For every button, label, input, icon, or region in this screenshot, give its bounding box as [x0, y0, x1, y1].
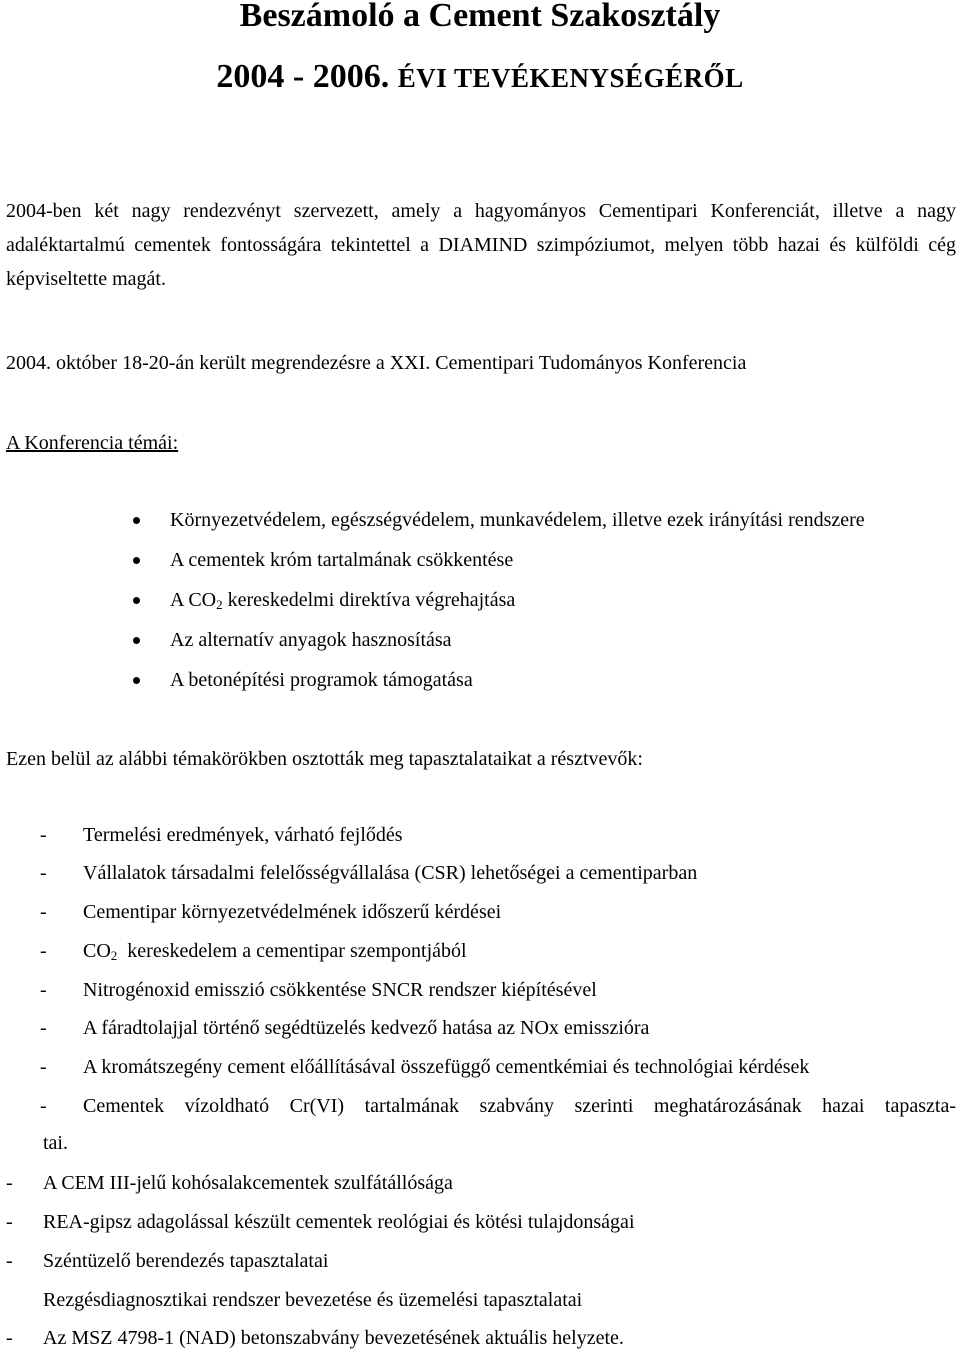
topic-text-post: kereskedelmi direktíva végrehajtása [222, 589, 516, 611]
bullet-icon [133, 637, 140, 644]
experience-text: Vállalatok társadalmi felelősségvállalása (CSR) lehetőségei a cementiparban [83, 862, 698, 884]
topic-item [170, 508, 865, 532]
experience-text: A fáradtolajjal történő segédtüzelés kedvező hatása az NOx emisszióra [83, 1017, 650, 1039]
topic-item [170, 588, 515, 612]
dash-marker: - [40, 1056, 47, 1078]
experience-text: Termelési eredmények, várható fejlődés [83, 824, 403, 846]
experience-text: Cementipar környezetvédelmének időszerű kérdései [83, 901, 502, 923]
dash-marker: - [40, 979, 47, 1001]
experience-text: A kromátszegény cement előállításával összefüggő cementkémiai és technológiai kérdések [83, 1056, 810, 1078]
experience-text-post: kereskedelem a cementipar szempontjából [117, 940, 467, 962]
dash-marker: - [6, 1250, 13, 1272]
experience-text: Az MSZ 4798-1 (NAD) betonszabvány bevezetésének aktuális helyzete. [43, 1327, 624, 1349]
bullet-icon [133, 557, 140, 564]
topic-item [170, 668, 473, 692]
topic-subscript: 2 [216, 597, 223, 612]
dash-marker: - [6, 1172, 13, 1194]
dash-marker: - [40, 1017, 47, 1039]
experience-continuation: tai. [43, 1132, 68, 1154]
topic-text: Környezetvédelem, egészségvédelem, munkavédelem, illetve ezek irányítási rendszere [170, 509, 865, 531]
experience-text: A CEM III-jelű kohósalakcementek szulfátállósága [43, 1172, 453, 1194]
title-activity: ÉVI TEVÉKENYSÉGÉRŐL [397, 63, 744, 93]
dash-marker: - [40, 901, 47, 923]
topics-heading: A Konferencia témái: [6, 432, 179, 454]
dash-marker: - [6, 1327, 13, 1349]
experience-text: Széntüzelő berendezés tapasztalatai [43, 1250, 329, 1272]
experience-text: Cementek vízoldható Cr(VI) tartalmának szabvány szerinti meghatározásának hazai tapaszta- [83, 1095, 956, 1117]
bullet-icon [133, 597, 140, 604]
conference-line: 2004. október 18-20-án került megrendezésre a XXI. Cementipari Tudományos Konferencia [6, 352, 747, 374]
experience-text: Nitrogénoxid emisszió csökkentése SNCR rendszer kiépítésével [83, 979, 597, 1001]
experience-text [83, 939, 467, 963]
bullet-icon [133, 517, 140, 524]
topic-text: A betonépítési programok támogatása [170, 669, 473, 691]
topic-text-pre: A CO [170, 589, 217, 611]
dash-marker: - [40, 862, 47, 884]
dash-marker: - [6, 1211, 13, 1233]
experience-text-pre: CO [83, 940, 111, 962]
topic-item [170, 548, 513, 572]
dash-marker: - [40, 824, 47, 846]
experience-subscript: 2 [110, 948, 118, 963]
topic-text: A cementek króm tartalmának csökkentése [170, 549, 514, 571]
dash-marker: - [40, 940, 47, 962]
title-line-1: Beszámoló a Cement Szakosztály [239, 0, 721, 34]
experience-text: REA-gipsz adagolással készült cementek reológiai és kötési tulajdonságai [43, 1211, 635, 1233]
topic-text: Az alternatív anyagok hasznosítása [170, 629, 452, 651]
experience-item: Rezgésdiagnosztikai rendszer bevezetése és üzemelési tapasztalatai [43, 1289, 583, 1311]
title-line-2 [0, 55, 960, 100]
bullet-icon [133, 677, 140, 684]
title-years: 2004 - 2006. [216, 58, 390, 95]
dash-marker: - [40, 1095, 47, 1117]
intro-paragraph: 2004-ben két nagy rendezvényt szervezett, amely a hagyományos Cementipari Konferenciát, illetve a nagy adaléktartalmú cementek fontosságára tekintettel a DIAMIND szimpóziumot, melyen több hazai és külföldi cég képviseltette magát. [6, 200, 956, 290]
topic-item [170, 628, 452, 652]
experiences-heading: Ezen belül az alábbi témakörökben osztották meg tapasztalataikat a résztvevők: [6, 748, 643, 770]
